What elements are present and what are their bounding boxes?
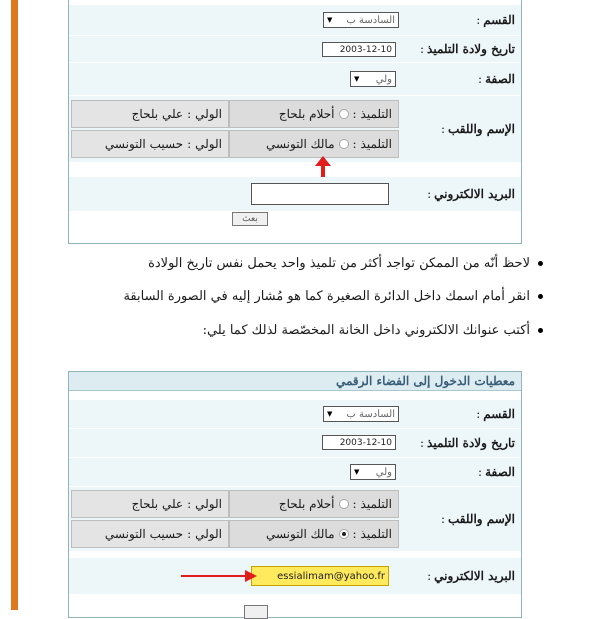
email-row [69,177,521,212]
section-label: القسم : [476,407,515,421]
student-option-1[interactable]: التلميذ : أحلام بلحاج [229,490,399,518]
student-option-1[interactable]: التلميذ : أحلام بلحاج [229,100,399,128]
email-row [69,558,521,595]
capacity-row [69,63,521,96]
email-input[interactable] [251,183,389,205]
student-radio-2-selected[interactable] [339,529,349,539]
capacity-select[interactable]: ولي ▼ [350,464,396,480]
student-option-2[interactable]: التلميذ : مالك التونسي [229,520,399,548]
name-label: الإسم واللقب : [440,122,515,136]
dob-label: تاريخ ولادة التلميذ : [420,42,515,56]
capacity-select[interactable]: ولي ▼ [350,71,396,87]
annotation-arrow-up [313,156,333,178]
dob-row [69,429,521,458]
dob-input[interactable]: 2003-12-10 [322,42,396,57]
parent-cell-1: الولي : علي بلحاج [71,100,229,128]
dob-label: تاريخ ولادة التلميذ : [420,436,515,450]
dob-input[interactable]: 2003-12-10 [322,435,396,450]
student-radio-2[interactable] [339,139,349,149]
capacity-row [69,458,521,487]
parent-cell-2: الولي : حسيب التونسي [71,520,229,548]
section-select[interactable]: السادسة ب ▼ [323,12,399,28]
send-button[interactable] [244,605,268,619]
instruction-3: أكتب عنوانك الالكتروني داخل الخانة المخصّصة لذلك كما يلي: [203,323,543,338]
send-button[interactable]: بعث [232,212,268,226]
student-radio-1[interactable] [339,109,349,119]
section-select[interactable]: السادسة ب ▼ [323,406,399,422]
chevron-down-icon: ▼ [354,75,360,83]
parent-cell-1: الولي : علي بلحاج [71,490,229,518]
panel-title: معطيات الدخول إلى الفضاء الرقمي [69,372,521,391]
bullet-icon [538,261,543,266]
email-input[interactable]: essialimam@yahoo.fr [251,566,389,586]
instruction-1: لاحظ أنّه من الممكن تواجد أكثر من تلميذ واحد يحمل نفس تاريخ الولادة [148,256,543,271]
name-label: الإسم واللقب : [440,512,515,526]
dob-row [69,36,521,63]
student-option-2[interactable]: التلميذ : مالك التونسي [229,130,399,158]
annotation-arrow-right [181,570,257,582]
section-row [69,5,521,36]
login-form-panel-bottom [68,371,522,618]
name-row [69,96,521,163]
section-row [69,400,521,429]
chevron-down-icon: ▼ [354,468,360,476]
student-radio-1[interactable] [339,499,349,509]
login-form-panel-top [68,0,522,244]
chevron-down-icon: ▼ [327,16,333,24]
name-row [69,487,521,552]
capacity-label: الصفة : [478,465,515,479]
parent-cell-2: الولي : حسيب التونسي [71,130,229,158]
chevron-down-icon: ▼ [327,410,333,418]
bullet-icon [538,294,543,299]
left-accent-bar [11,0,18,610]
email-label: البريد الالكتروني : [427,569,515,583]
email-label: البريد الالكتروني : [427,187,515,201]
section-label: القسم : [476,13,515,27]
capacity-label: الصفة : [478,72,515,86]
bullet-icon [538,328,543,333]
instruction-2: انقر أمام اسمك داخل الدائرة الصغيرة كما هو مُشار إليه في الصورة السابقة [123,289,543,304]
